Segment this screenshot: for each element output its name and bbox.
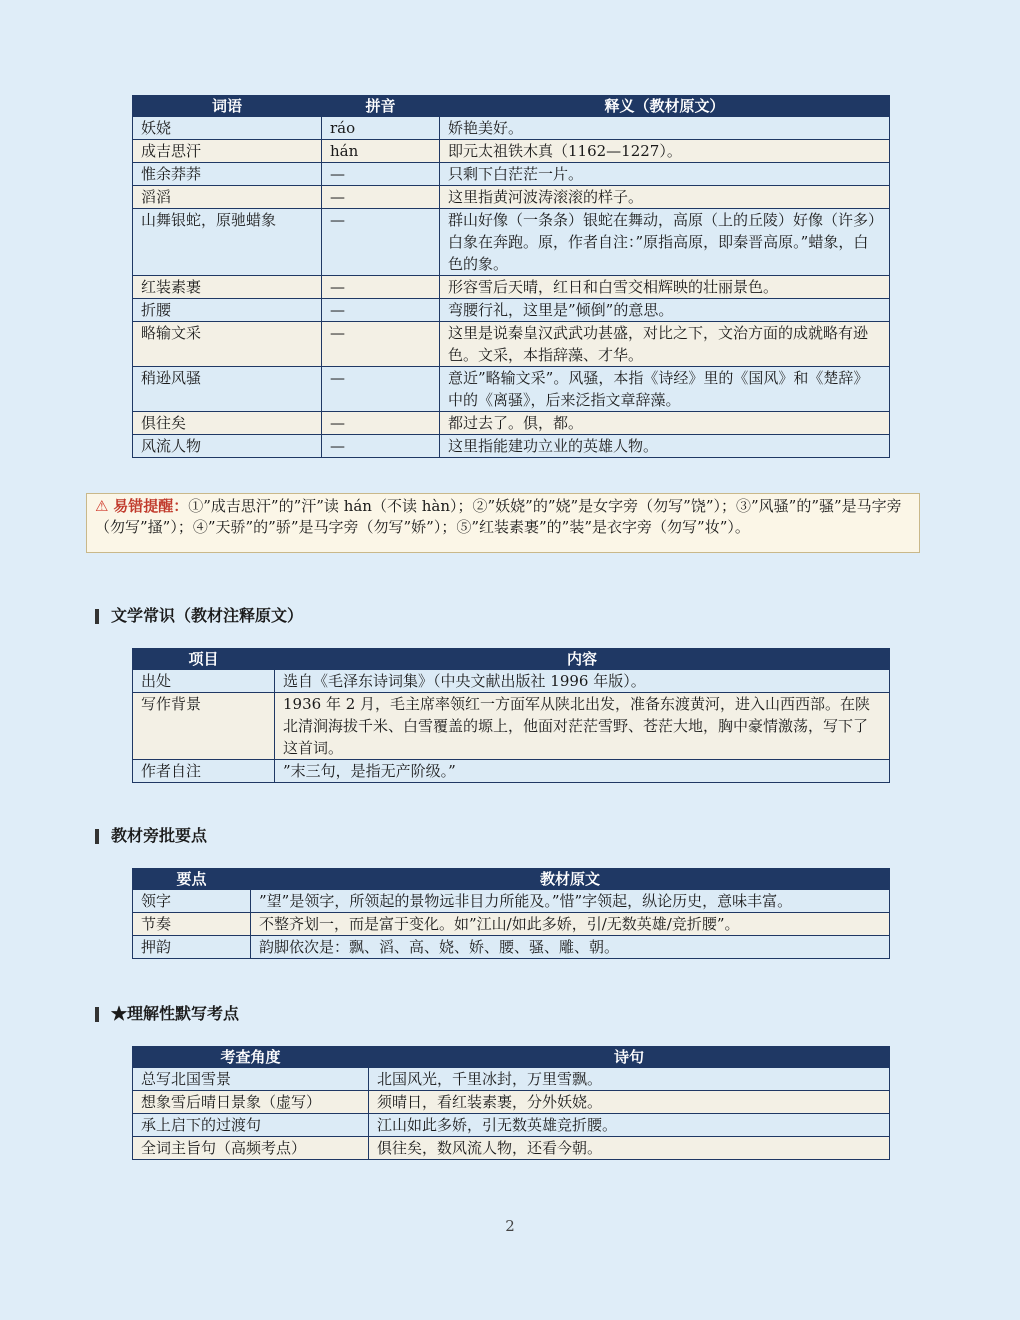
annotation-point: 押韵: [133, 936, 251, 959]
vocab-header-meaning: 释义（教材原文）: [440, 96, 890, 117]
vocab-word: 稍逊风骚: [133, 367, 322, 412]
vocab-pinyin: —: [322, 276, 440, 299]
vocab-meaning: 即元太祖铁木真（1162—1227）。: [440, 140, 890, 163]
table-row: [133, 936, 890, 959]
annotations-heading-text: 教材旁批要点: [111, 826, 208, 845]
vocab-word: 俱往矣: [133, 412, 322, 435]
table-row: [133, 760, 890, 783]
dictation-heading: [95, 1003, 239, 1025]
literature-table: [132, 648, 890, 783]
vocab-pinyin: —: [322, 367, 440, 412]
vocab-meaning: 这里是说秦皇汉武武功甚盛，对比之下，文治方面的成就略有逊色。文采，本指辞藻、才华。: [440, 322, 890, 367]
table-row: [133, 163, 890, 186]
literature-item: 作者自注: [133, 760, 275, 783]
vocab-pinyin: —: [322, 322, 440, 367]
vocab-meaning: 都过去了。俱，都。: [440, 412, 890, 435]
annotation-text: 韵脚依次是：飘、滔、高、娆、娇、腰、骚、雕、朝。: [251, 936, 890, 959]
vocab-pinyin: —: [322, 435, 440, 458]
table-row: [133, 186, 890, 209]
vocab-header-pinyin: 拼音: [322, 96, 440, 117]
literature-content: ”末三句，是指无产阶级。”: [275, 760, 890, 783]
vocab-meaning: 形容雪后天晴，红日和白雪交相辉映的壮丽景色。: [440, 276, 890, 299]
annotations-header-point: 要点: [133, 869, 251, 890]
heading-bar: [95, 829, 99, 844]
vocab-meaning: 只剩下白茫茫一片。: [440, 163, 890, 186]
vocab-word: 惟余莽莽: [133, 163, 322, 186]
dictation-line: 江山如此多娇，引无数英雄竞折腰。: [369, 1114, 890, 1137]
literature-content: 1936 年 2 月，毛主席率领红一方面军从陕北出发，准备东渡黄河，进入山西西部。在陕北清涧海拔千米、白雪覆盖的塬上，他面对茫茫雪野、苍茫大地，胸中豪情激荡，写下了这首词。: [275, 693, 890, 760]
annotation-point: 领字: [133, 890, 251, 913]
table-row: [133, 117, 890, 140]
vocab-header-row: [133, 96, 890, 117]
table-row: [133, 1137, 890, 1160]
dictation-angle: 总写北国雪景: [133, 1068, 369, 1091]
dictation-table: [132, 1046, 890, 1160]
notice-label: 易错提醒：: [113, 497, 189, 515]
dictation-line: 须晴日，看红装素裹，分外妖娆。: [369, 1091, 890, 1114]
dictation-header-angle: 考查角度: [133, 1047, 369, 1068]
literature-header-row: [133, 649, 890, 670]
vocab-meaning: 弯腰行礼，这里是”倾倒”的意思。: [440, 299, 890, 322]
heading-bar: [95, 1007, 99, 1022]
vocab-word: 山舞银蛇，原驰蜡象: [133, 209, 322, 276]
literature-header-content: 内容: [275, 649, 890, 670]
table-row: [133, 693, 890, 760]
vocab-word: 滔滔: [133, 186, 322, 209]
vocab-table: [132, 95, 890, 458]
literature-heading: [95, 605, 303, 627]
dictation-header-row: [133, 1047, 890, 1068]
annotation-text: 不整齐划一，而是富于变化。如”江山/如此多娇，引/无数英雄/竞折腰”。: [251, 913, 890, 936]
table-row: [133, 367, 890, 412]
table-row: [133, 1068, 890, 1091]
literature-content: 选自《毛泽东诗词集》（中央文献出版社 1996 年版）。: [275, 670, 890, 693]
vocab-meaning: 群山好像（一条条）银蛇在舞动，高原（上的丘陵）好像（许多）白象在奔跑。原，作者自注：”原指高原，即秦晋高原。”蜡象，白色的象。: [440, 209, 890, 276]
vocab-pinyin: —: [322, 412, 440, 435]
vocab-word: 妖娆: [133, 117, 322, 140]
table-row: [133, 670, 890, 693]
literature-header-item: 项目: [133, 649, 275, 670]
dictation-header-line: 诗句: [369, 1047, 890, 1068]
table-row: [133, 435, 890, 458]
table-row: [133, 209, 890, 276]
vocab-pinyin: —: [322, 163, 440, 186]
annotation-text: ”望”是领字，所领起的景物远非目力所能及。”惜”字领起，纵论历史，意味丰富。: [251, 890, 890, 913]
table-row: [133, 913, 890, 936]
vocab-word: 红装素裹: [133, 276, 322, 299]
table-row: [133, 1114, 890, 1137]
vocab-word: 略输文采: [133, 322, 322, 367]
vocab-meaning: 这里指能建功立业的英雄人物。: [440, 435, 890, 458]
annotation-point: 节奏: [133, 913, 251, 936]
heading-bar: [95, 609, 99, 624]
notice-text: ①”成吉思汗”的”汗”读 hán（不读 hàn）；②”妖娆”的”娆”是女字旁（勿写”饶”）；③”风骚”的”骚”是马字旁（勿写”搔”）；④”天骄”的”骄”是马字旁（勿写”娇”）；⑤”红装素裹”的”装”是衣字旁（勿写”妆”）。: [95, 497, 902, 536]
vocab-pinyin: —: [322, 186, 440, 209]
vocab-meaning: 意近”略输文采”。风骚，本指《诗经》里的《国风》和《楚辞》中的《离骚》，后来泛指文章辞藻。: [440, 367, 890, 412]
dictation-angle: 承上启下的过渡句: [133, 1114, 369, 1137]
table-row: [133, 276, 890, 299]
vocab-pinyin: —: [322, 299, 440, 322]
vocab-word: 成吉思汗: [133, 140, 322, 163]
vocab-meaning: 这里指黄河波涛滚滚的样子。: [440, 186, 890, 209]
annotations-table: [132, 868, 890, 959]
vocab-pinyin: —: [322, 209, 440, 276]
dictation-angle: 全词主旨句（高频考点）: [133, 1137, 369, 1160]
vocab-pinyin: ráo: [322, 117, 440, 140]
annotations-heading: [95, 825, 207, 847]
table-row: [133, 412, 890, 435]
page-number: 2: [505, 1217, 515, 1235]
literature-item: 写作背景: [133, 693, 275, 760]
error-notice: [86, 493, 920, 553]
table-row: [133, 299, 890, 322]
vocab-meaning: 娇艳美好。: [440, 117, 890, 140]
vocab-word: 折腰: [133, 299, 322, 322]
annotations-header-text: 教材原文: [251, 869, 890, 890]
vocab-pinyin: hán: [322, 140, 440, 163]
vocab-header-word: 词语: [133, 96, 322, 117]
dictation-angle: 想象雪后晴日景象（虚写）: [133, 1091, 369, 1114]
table-row: [133, 1091, 890, 1114]
table-row: [133, 322, 890, 367]
vocab-word: 风流人物: [133, 435, 322, 458]
dictation-line: 北国风光，千里冰封，万里雪飘。: [369, 1068, 890, 1091]
literature-heading-text: 文学常识（教材注释原文）: [111, 606, 304, 625]
warning-icon: ⚠: [95, 497, 109, 515]
dictation-heading-text: ★理解性默写考点: [111, 1004, 240, 1023]
annotations-header-row: [133, 869, 890, 890]
table-row: [133, 140, 890, 163]
dictation-line: 俱往矣，数风流人物，还看今朝。: [369, 1137, 890, 1160]
table-row: [133, 890, 890, 913]
literature-item: 出处: [133, 670, 275, 693]
